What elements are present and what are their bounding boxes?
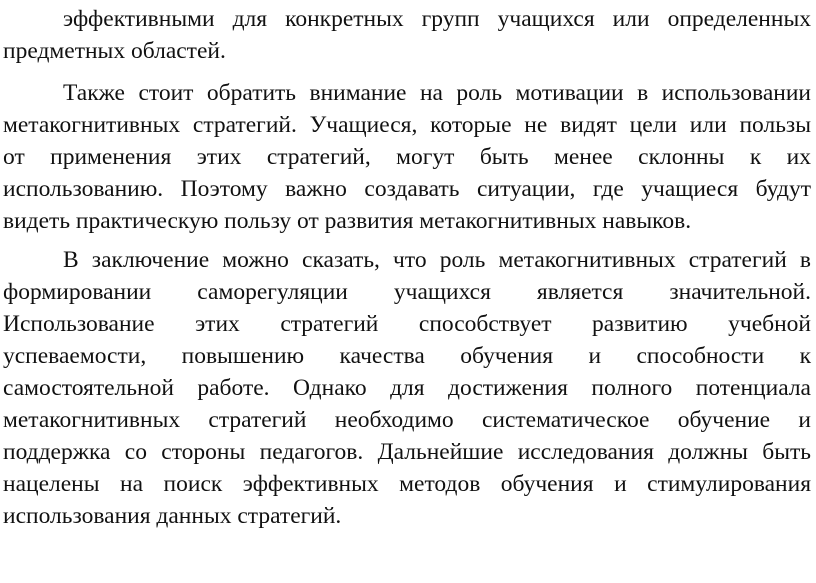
text-line: использованию. Поэтому важно создавать ситуации, где учащиеся будут (3, 176, 811, 202)
text-line: метакогнитивных стратегий необходимо систематическое обучение и (3, 407, 811, 433)
text-line: поддержка со стороны педагогов. Дальнейшие исследования должны быть (3, 439, 811, 465)
text-line: Использование этих стратегий способствует развитию учебной (3, 311, 811, 337)
text-line: самостоятельной работе. Однако для достижения полного потенциала (3, 375, 811, 401)
text-line: метакогнитивных стратегий. Учащиеся, которые не видят цели или пользы (3, 112, 811, 138)
paragraph-continuation (3, 3, 811, 67)
paragraph-conclusion (3, 244, 811, 532)
text-line: формировании саморегуляции учащихся является значительной. (3, 279, 811, 305)
text-line: использования данных стратегий. (3, 503, 342, 529)
text-line: видеть практическую пользу от развития метакогнитивных навыков. (3, 208, 692, 234)
text-line: успеваемости, повышению качества обучения и способности к (3, 343, 811, 369)
text-line: от применения этих стратегий, могут быть менее склонны к их (3, 144, 811, 170)
text-line: предметных областей. (3, 38, 226, 64)
text-line: эффективными для конкретных групп учащихся или определенных (63, 6, 811, 32)
text-line: Также стоит обратить внимание на роль мотивации в использовании (63, 80, 811, 106)
text-line: нацелены на поиск эффективных методов обучения и стимулирования (3, 471, 811, 497)
paragraph-motivation (3, 77, 811, 237)
text-line: В заключение можно сказать, что роль метакогнитивных стратегий в (63, 247, 811, 273)
